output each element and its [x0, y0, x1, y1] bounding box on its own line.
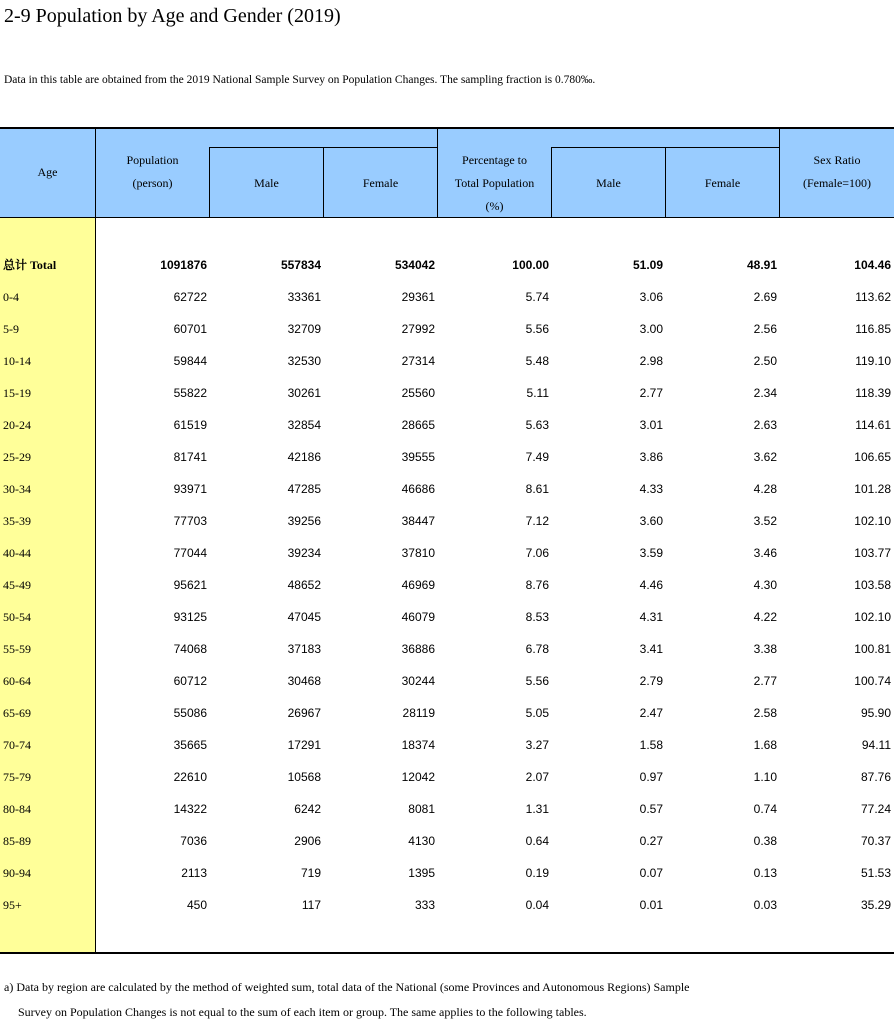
page-title: 2-9 Population by Age and Gender (2019)	[4, 5, 341, 27]
population-cell: 22610	[173, 770, 207, 784]
sex-ratio-cell: 100.81	[854, 642, 891, 656]
percentage-cell: 5.48	[525, 354, 549, 368]
female-cell: 12042	[401, 770, 435, 784]
population-cell: 60701	[173, 322, 207, 336]
male-cell: 33361	[287, 290, 321, 304]
header-divider-6	[779, 128, 780, 218]
table-top-rule	[0, 127, 894, 129]
sex-ratio-cell: 94.11	[861, 738, 891, 752]
pct-female-cell: 0.03	[753, 898, 777, 912]
table-row	[0, 281, 894, 313]
male-cell: 719	[300, 866, 321, 880]
header-population-line1: Population	[126, 153, 179, 167]
pct-female-cell: 2.34	[753, 386, 777, 400]
pct-female-cell: 2.77	[753, 674, 777, 688]
age-cell: 0-4	[3, 290, 19, 304]
age-cell: 35-39	[3, 514, 31, 528]
table-row	[0, 857, 894, 889]
male-cell: 2906	[294, 834, 321, 848]
header-pct-male-label: Male	[596, 176, 621, 190]
pct-female-cell: 2.63	[753, 418, 777, 432]
header-pop-male-label: Male	[254, 176, 279, 190]
sex-ratio-cell: 104.46	[854, 258, 891, 272]
percentage-cell: 5.56	[525, 322, 549, 336]
header-sex-ratio-line1: Sex Ratio	[813, 153, 861, 167]
header-divider-1	[209, 147, 210, 218]
pct-male-cell: 3.01	[639, 418, 663, 432]
female-cell: 534042	[394, 258, 435, 272]
age-cell: 90-94	[3, 866, 31, 880]
pct-male-cell: 51.09	[632, 258, 663, 272]
male-cell: 37183	[287, 642, 321, 656]
header-percentage-line3: (%)	[485, 199, 504, 213]
sex-ratio-cell: 70.37	[860, 834, 891, 848]
age-cell: 85-89	[3, 834, 31, 848]
table-row	[0, 473, 894, 505]
pct-female-cell: 4.30	[753, 578, 777, 592]
male-cell: 39234	[287, 546, 321, 560]
header-percentage-line2: Total Population	[454, 176, 535, 190]
male-cell: 30468	[287, 674, 321, 688]
female-cell: 46079	[401, 610, 435, 624]
pct-male-cell: 2.79	[639, 674, 663, 688]
sex-ratio-cell: 35.29	[860, 898, 891, 912]
header-pct-female-label: Female	[704, 176, 741, 190]
pct-male-cell: 2.77	[639, 386, 663, 400]
total-row	[0, 249, 894, 281]
sex-ratio-cell: 103.77	[854, 546, 891, 560]
header-age-label: Age	[37, 165, 58, 179]
table-row	[0, 313, 894, 345]
sex-ratio-cell: 106.65	[854, 450, 891, 464]
pct-male-cell: 3.86	[639, 450, 663, 464]
percentage-cell: 2.07	[525, 770, 549, 784]
sex-ratio-cell: 87.76	[860, 770, 891, 784]
header-pop-female	[324, 172, 437, 195]
age-cell: 20-24	[3, 418, 31, 432]
header-population-line2: (person)	[132, 176, 173, 190]
percentage-cell: 7.06	[525, 546, 549, 560]
table-row	[0, 633, 894, 665]
table-row	[0, 761, 894, 793]
pct-female-cell: 2.56	[753, 322, 777, 336]
male-cell: 47285	[287, 482, 321, 496]
table-note: Data in this table are obtained from the 2019 National Sample Survey on Population Changes. The sampling fraction is 0.780‰.	[4, 74, 596, 86]
table-bottom-rule	[0, 952, 894, 954]
percentage-cell: 5.56	[525, 674, 549, 688]
footnote-line-2: Survey on Population Changes is not equal to the sum of each item or group. The same applies to the following tables.	[18, 1005, 587, 1019]
header-sex-ratio	[780, 149, 894, 195]
header-sex-ratio-line2: (Female=100)	[802, 176, 872, 190]
header-divider-2	[323, 147, 324, 218]
female-cell: 30244	[401, 674, 435, 688]
population-cell: 55086	[173, 706, 207, 720]
population-cell: 35665	[173, 738, 207, 752]
male-cell: 39256	[287, 514, 321, 528]
table-row	[0, 665, 894, 697]
pct-male-cell: 4.33	[639, 482, 663, 496]
sex-ratio-cell: 103.58	[854, 578, 891, 592]
pct-male-cell: 4.31	[639, 610, 663, 624]
female-cell: 39555	[401, 450, 435, 464]
percentage-cell: 5.05	[525, 706, 549, 720]
female-cell: 27314	[401, 354, 435, 368]
percentage-cell: 7.12	[525, 514, 549, 528]
header-divider-4	[551, 147, 552, 218]
population-cell: 93125	[173, 610, 207, 624]
male-cell: 48652	[287, 578, 321, 592]
table-row	[0, 345, 894, 377]
pct-male-cell: 0.97	[639, 770, 663, 784]
age-cell: 65-69	[3, 706, 31, 720]
male-cell: 30261	[287, 386, 321, 400]
population-cell: 62722	[173, 290, 207, 304]
sex-ratio-cell: 118.39	[855, 386, 891, 400]
age-cell: 5-9	[3, 322, 19, 336]
sex-ratio-cell: 100.74	[854, 674, 891, 688]
sex-ratio-cell: 77.24	[860, 802, 891, 816]
sex-ratio-cell: 102.10	[854, 514, 891, 528]
percentage-cell: 8.76	[525, 578, 549, 592]
sex-ratio-cell: 95.90	[860, 706, 891, 720]
table-row	[0, 697, 894, 729]
sex-ratio-cell: 114.61	[855, 418, 891, 432]
pct-female-cell: 0.38	[753, 834, 777, 848]
pct-male-cell: 0.01	[639, 898, 663, 912]
header-bottom-rule	[0, 217, 894, 218]
header-pct-female	[666, 172, 779, 195]
sex-ratio-cell: 116.85	[855, 322, 891, 336]
footnote-line-1: a) Data by region are calculated by the method of weighted sum, total data of the National (some Provinces and Autonomous Regions) Sample	[4, 980, 690, 994]
table-row	[0, 825, 894, 857]
pct-female-cell: 3.52	[753, 514, 777, 528]
age-cell: 95+	[3, 898, 22, 912]
table-row	[0, 505, 894, 537]
header-percentage	[438, 149, 551, 218]
pct-male-cell: 3.59	[639, 546, 663, 560]
pct-male-cell: 2.47	[639, 706, 663, 720]
female-cell: 28119	[402, 706, 435, 720]
percentage-cell: 7.49	[525, 450, 549, 464]
female-cell: 28665	[401, 418, 435, 432]
female-cell: 4130	[408, 834, 435, 848]
percentage-cell: 6.78	[525, 642, 549, 656]
header-pop-female-label: Female	[362, 176, 399, 190]
table-row	[0, 569, 894, 601]
female-cell: 36886	[401, 642, 435, 656]
table-row	[0, 601, 894, 633]
pct-male-cell: 0.57	[639, 802, 663, 816]
age-cell: 45-49	[3, 578, 31, 592]
header-population	[96, 149, 209, 195]
male-cell: 42186	[287, 450, 321, 464]
age-cell: 40-44	[3, 546, 31, 560]
female-cell: 46686	[401, 482, 435, 496]
population-cell: 93971	[173, 482, 207, 496]
population-cell: 77044	[173, 546, 207, 560]
age-cell: 80-84	[3, 802, 31, 816]
header-percentage-line1: Percentage to	[462, 153, 527, 167]
population-cell: 450	[186, 898, 207, 912]
population-cell: 95621	[173, 578, 207, 592]
pct-female-cell: 2.50	[753, 354, 777, 368]
population-cell: 81741	[173, 450, 207, 464]
pct-male-cell: 0.27	[639, 834, 663, 848]
male-cell: 32709	[287, 322, 321, 336]
population-cell: 77703	[173, 514, 207, 528]
age-cell: 总计 Total	[3, 258, 57, 272]
pct-male-cell: 2.98	[639, 354, 663, 368]
table-row	[0, 441, 894, 473]
sex-ratio-cell: 113.62	[855, 290, 891, 304]
table-row	[0, 377, 894, 409]
pct-male-cell: 3.60	[639, 514, 663, 528]
female-cell: 25560	[401, 386, 435, 400]
population-cell: 1091876	[160, 258, 207, 272]
header-pct-male	[552, 172, 665, 195]
female-cell: 8081	[408, 802, 435, 816]
percentage-cell: 0.04	[525, 898, 549, 912]
age-cell: 60-64	[3, 674, 31, 688]
male-cell: 6242	[294, 802, 321, 816]
female-cell: 38447	[401, 514, 435, 528]
percentage-cell: 0.19	[525, 866, 549, 880]
age-cell: 55-59	[3, 642, 31, 656]
table-row	[0, 409, 894, 441]
percentage-cell: 3.27	[525, 738, 549, 752]
male-cell: 117	[301, 898, 321, 912]
pct-male-cell: 0.07	[639, 866, 663, 880]
sex-ratio-cell: 101.28	[854, 482, 891, 496]
male-cell: 557834	[280, 258, 321, 272]
pct-female-cell: 0.74	[753, 802, 777, 816]
percentage-cell: 0.64	[525, 834, 549, 848]
population-cell: 61519	[173, 418, 207, 432]
pct-female-cell: 1.68	[753, 738, 777, 752]
percentage-cell: 5.74	[525, 290, 549, 304]
pct-female-cell: 4.22	[753, 610, 777, 624]
pct-female-cell: 2.58	[753, 706, 777, 720]
pct-female-cell: 1.10	[753, 770, 777, 784]
table-row	[0, 793, 894, 825]
pct-male-cell: 3.41	[639, 642, 663, 656]
population-cell: 59844	[173, 354, 207, 368]
pct-male-cell: 4.46	[639, 578, 663, 592]
male-cell: 32530	[287, 354, 321, 368]
female-cell: 29361	[401, 290, 435, 304]
pct-female-cell: 3.46	[753, 546, 777, 560]
header-pop-male	[210, 172, 323, 195]
percentage-cell: 5.11	[526, 386, 549, 400]
age-cell: 70-74	[3, 738, 31, 752]
sex-ratio-cell: 119.10	[855, 354, 891, 368]
pct-male-cell: 3.06	[639, 290, 663, 304]
age-cell: 75-79	[3, 770, 31, 784]
population-cell: 55822	[173, 386, 207, 400]
pct-male-cell: 1.58	[639, 738, 663, 752]
pct-male-cell: 3.00	[639, 322, 663, 336]
male-cell: 10568	[287, 770, 321, 784]
female-cell: 37810	[401, 546, 435, 560]
female-cell: 18374	[401, 738, 435, 752]
pct-female-cell: 3.38	[753, 642, 777, 656]
male-cell: 47045	[287, 610, 321, 624]
male-cell: 32854	[287, 418, 321, 432]
population-cell: 2113	[181, 866, 207, 880]
population-cell: 74068	[173, 642, 207, 656]
percentage-cell: 8.61	[525, 482, 549, 496]
population-cell: 14322	[173, 802, 207, 816]
female-cell: 27992	[401, 322, 435, 336]
age-cell: 15-19	[3, 386, 31, 400]
pct-female-cell: 2.69	[753, 290, 777, 304]
percentage-cell: 1.31	[525, 802, 549, 816]
female-cell: 1395	[408, 866, 435, 880]
header-divider-3	[437, 128, 438, 218]
sex-ratio-cell: 51.53	[860, 866, 891, 880]
age-cell: 10-14	[3, 354, 31, 368]
pct-female-cell: 3.62	[753, 450, 777, 464]
age-cell: 50-54	[3, 610, 31, 624]
percentage-cell: 100.00	[512, 258, 549, 272]
sex-ratio-cell: 102.10	[854, 610, 891, 624]
male-cell: 26967	[287, 706, 321, 720]
table-row	[0, 729, 894, 761]
population-cell: 7036	[180, 834, 207, 848]
male-cell: 17291	[287, 738, 321, 752]
pct-female-cell: 4.28	[753, 482, 777, 496]
pct-female-cell: 48.91	[746, 258, 777, 272]
age-cell: 25-29	[3, 450, 31, 464]
header-age	[0, 161, 95, 184]
population-cell: 60712	[173, 674, 207, 688]
age-cell: 30-34	[3, 482, 31, 496]
percentage-cell: 8.53	[525, 610, 549, 624]
table-row	[0, 889, 894, 921]
table-row	[0, 537, 894, 569]
female-cell: 333	[414, 898, 435, 912]
pct-female-cell: 0.13	[753, 866, 777, 880]
female-cell: 46969	[401, 578, 435, 592]
percentage-cell: 5.63	[525, 418, 549, 432]
header-divider-5	[665, 147, 666, 218]
